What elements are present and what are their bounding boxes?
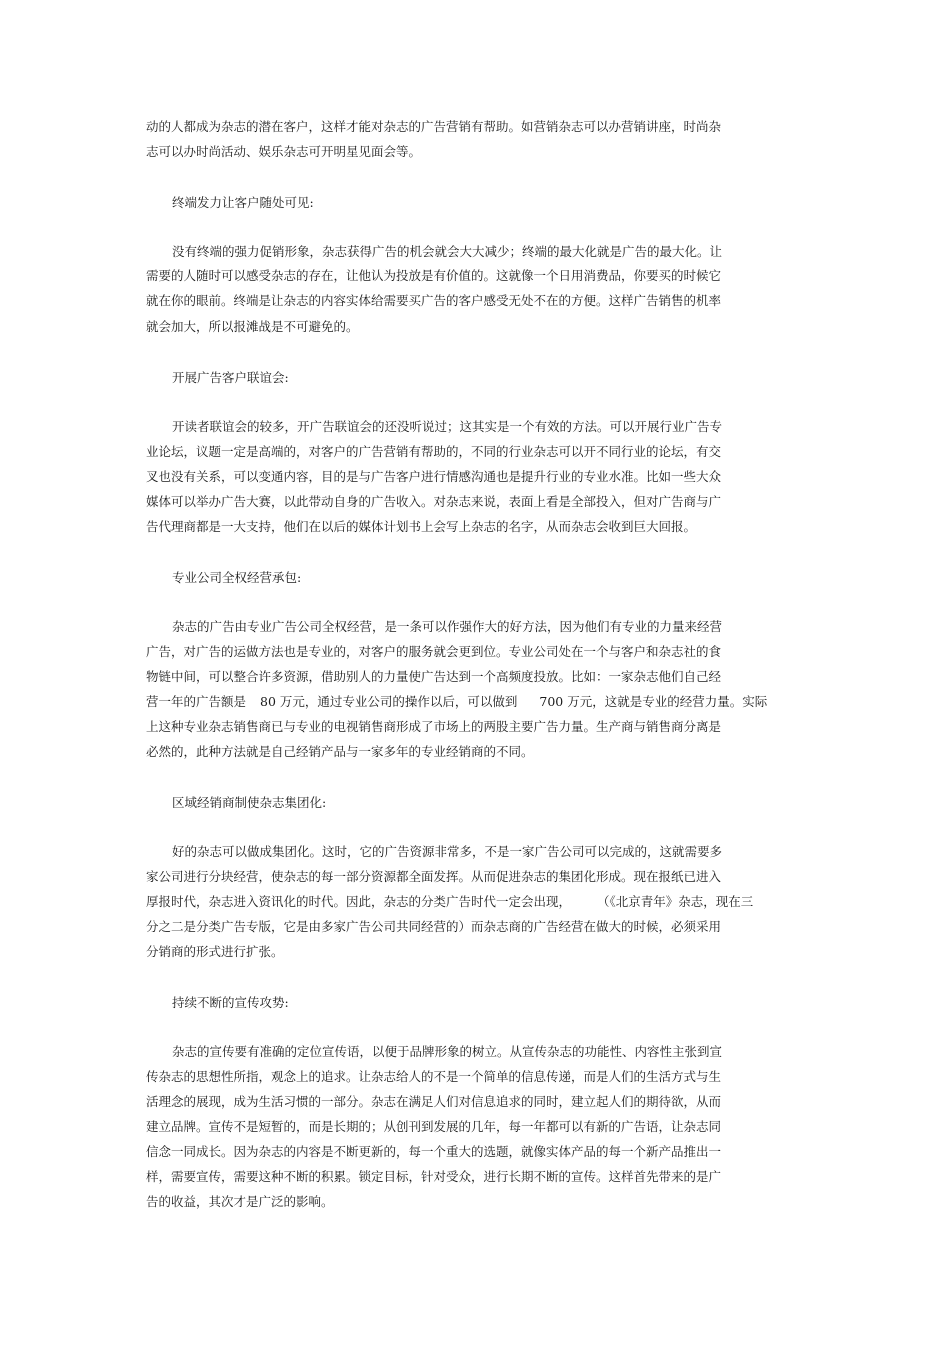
text-line: 活理念的展现，成为生活习惯的一部分。杂志在满足人们对信息追求的同时，建立起人们的期待欲，从而: [146, 1094, 722, 1109]
text-line: 开读者联谊会的较多，开广告联谊会的还没听说过；这其实是一个有效的方法。可以开展行业广告专: [172, 419, 723, 434]
text-segment: 80 万元，通过专业公司的操作以后，可以做到: [260, 694, 518, 709]
text-line: [146, 893, 753, 911]
text-line: 杂志的宣传要有准确的定位宣传语，以便于品牌形象的树立。从宣传杂志的功能性、内容性主张到宣: [172, 1044, 723, 1059]
text-line: 家公司进行分块经营，使杂志的每一部分资源都全面发挥。从而促进杂志的集团化形成。现在报纸已进入: [146, 869, 722, 884]
text-segment: 营一年的广告额是: [146, 694, 247, 709]
text-line: 上这种专业杂志销售商已与专业的电视销售商形成了市场上的两股主要广告力量。生产商与销售商分离是: [146, 719, 722, 734]
text-line: 物链中间，可以整合许多资源，借助别人的力量使广告达到一个高频度投放。比如：一家杂志他们自己经: [146, 669, 722, 684]
text-line: 分销商的形式进行扩张。: [146, 944, 284, 959]
text-line: 传杂志的思想性所指，观念上的追求。让杂志给人的不是一个简单的信息传递，而是人们的生活方式与生: [146, 1069, 722, 1084]
section-heading: 开展广告客户联谊会:: [172, 370, 289, 385]
text-line: 必然的，此种方法就是自己经销产品与一家多年的专业经销商的不同。: [146, 744, 534, 759]
text-line: [146, 693, 767, 711]
text-line: 分之二是分类广告专版，它是由多家广告公司共同经营的）而杂志商的广告经营在做大的时候，必须采用: [146, 919, 722, 934]
section-heading: 终端发力让客户随处可见:: [172, 195, 314, 210]
text-line: 志可以办时尚活动、娱乐杂志可开明星见面会等。: [146, 144, 422, 159]
section-heading: 专业公司全权经营承包:: [172, 570, 302, 585]
text-line: 建立品牌。宣传不是短暂的，而是长期的；从创刊到发展的几年，每一年都可以有新的广告语，让杂志同: [146, 1119, 722, 1134]
text-segment: 厚报时代，杂志进入资讯化的时代。因此，杂志的分类广告时代一定会出现，: [146, 894, 572, 909]
section-heading: 持续不断的宣传攻势:: [172, 995, 289, 1010]
section-heading: 区域经销商制使杂志集团化:: [172, 795, 327, 810]
text-line: 没有终端的强力促销形象，杂志获得广告的机会就会大大减少；终端的最大化就是广告的最大化。让: [172, 244, 723, 259]
text-segment: （《北京青年》杂志，现在三: [597, 894, 754, 909]
text-line: 就在你的眼前。终端是让杂志的内容实体给需要买广告的客户感受无处不在的方便。这样广告销售的机率: [146, 293, 722, 308]
text-line: 好的杂志可以做成集团化。这时，它的广告资源非常多，不是一家广告公司可以完成的，这就需要多: [172, 844, 723, 859]
text-line: 业论坛，议题一定是高端的，对客户的广告营销有帮助的，不同的行业杂志可以开不同行业的论坛，有交: [146, 444, 722, 459]
text-line: 需要的人随时可以感受杂志的存在，让他认为投放是有价值的。这就像一个日用消费品，你要买的时候它: [146, 268, 722, 283]
text-line: 告的收益，其次才是广泛的影响。: [146, 1194, 334, 1209]
text-line: 杂志的广告由专业广告公司全权经营，是一条可以作强作大的好方法，因为他们有专业的力量来经营: [172, 619, 723, 634]
text-line: 信念一同成长。因为杂志的内容是不断更新的，每一个重大的选题，就像实体产品的每一个新产品推出一: [146, 1144, 722, 1159]
text-line: 媒体可以举办广告大赛，以此带动自身的广告收入。对杂志来说，表面上看是全部投入，但对广告商与广: [146, 494, 722, 509]
text-line: 广告，对广告的运做方法也是专业的，对客户的服务就会更到位。专业公司处在一个与客户和杂志社的食: [146, 644, 722, 659]
text-line: 就会加大，所以报滩战是不可避免的。: [146, 319, 359, 334]
text-line: 告代理商都是一大支持，他们在以后的媒体计划书上会写上杂志的名字，从而杂志会收到巨大回报。: [146, 519, 697, 534]
text-line: 动的人都成为杂志的潜在客户，这样才能对杂志的广告营销有帮助。如营销杂志可以办营销讲座，时尚杂: [146, 119, 722, 134]
text-segment: 700 万元，这就是专业的经营力量。实际: [539, 694, 768, 709]
text-line: 叉也没有关系，可以变通内容，目的是与广告客户进行情感沟通也是提升行业的专业水准。比如一些大众: [146, 469, 722, 484]
text-line: 样，需要宣传，需要这种不断的积累。锁定目标，针对受众，进行长期不断的宣传。这样首先带来的是广: [146, 1169, 722, 1184]
